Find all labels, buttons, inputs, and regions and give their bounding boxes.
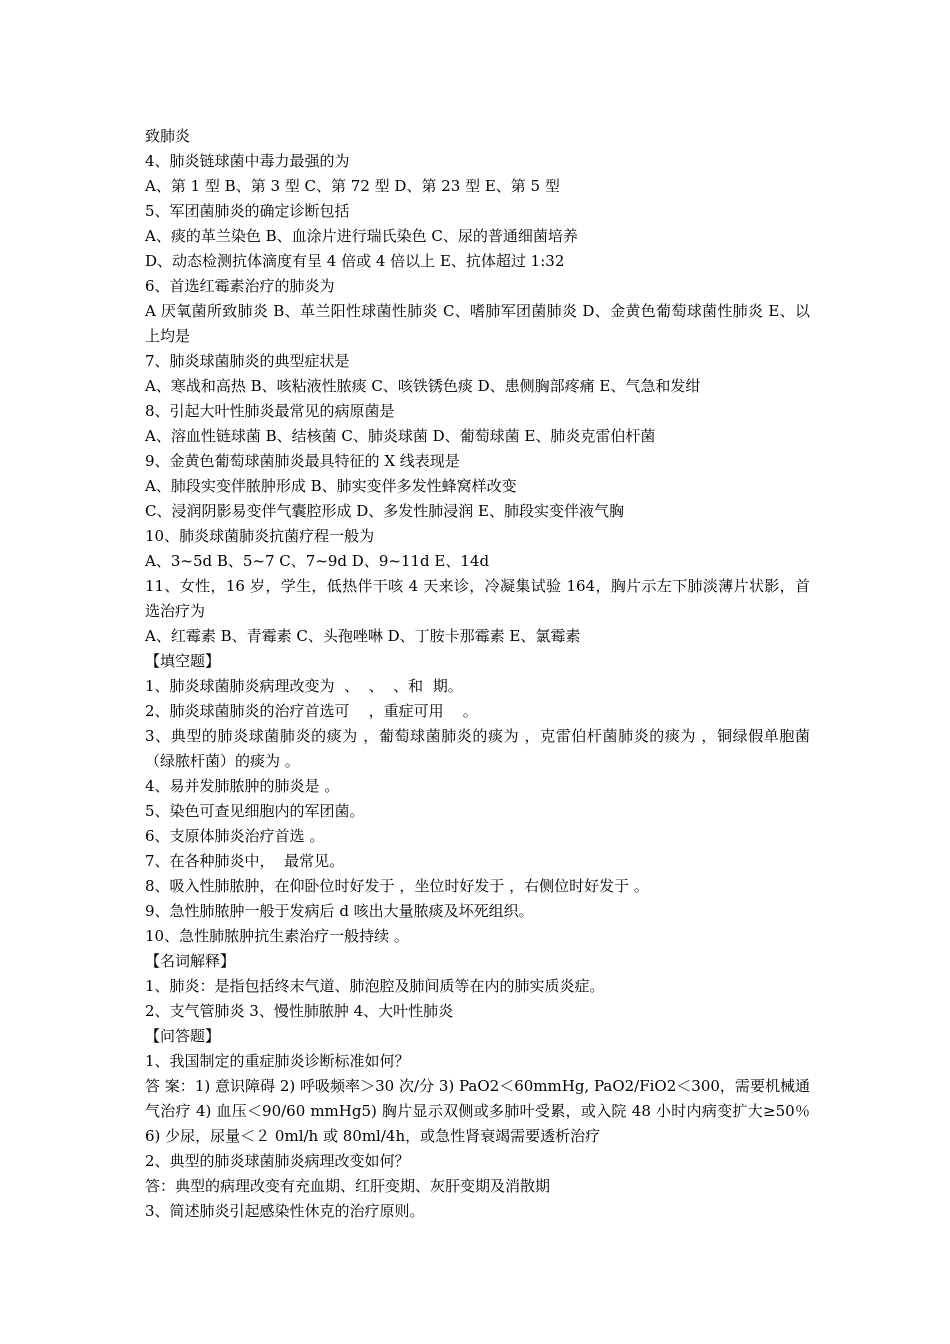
question-10: 10、肺炎球菌肺炎抗菌疗程一般为 (145, 527, 375, 545)
question-8: 8、引起大叶性肺炎最常见的病原菌是 (145, 402, 395, 420)
qa-answer-1: 答 案：1) 意识障碍 2) 呼吸频率＞30 次/分 3) PaO2＜60mmHg, PaO2/FiO2＜300，需要机械通气治疗 4) 血压＜90/60 mmHg5) 胸片显示双侧或多肺叶受累，或入院 48 小时内病变扩大≥50％6) 少尿，尿量＜２ 0ml/h 或 80ml/4h，或急性肾衰竭需要透析治疗 (145, 1077, 810, 1145)
options-9b: C、浸润阴影易变伴气囊腔形成 D、多发性肺浸润 E、肺段实变伴液气胸 (145, 502, 624, 520)
options-5a: A、痰的革兰染色 B、血涂片进行瑞氏染色 C、尿的普通细菌培养 (145, 227, 578, 245)
options-8: A、溶血性链球菌 B、结核菌 C、肺炎球菌 D、葡萄球菌 E、肺炎克雷伯杆菌 (145, 427, 656, 445)
term-1: 1、肺炎：是指包括终末气道、肺泡腔及肺间质等在内的肺实质炎症。 (145, 977, 605, 995)
fill-blank-10: 10、急性肺脓肿抗生素治疗一般持续 。 (145, 927, 409, 945)
fill-blank-4: 4、易并发肺脓肿的肺炎是 。 (145, 777, 340, 795)
options-5b: D、动态检测抗体滴度有呈 4 倍或 4 倍以上 E、抗体超过 1:32 (145, 252, 565, 270)
options-7: A、寒战和高热 B、咳粘液性脓痰 C、咳铁锈色痰 D、患侧胸部疼痛 E、气急和发绀 (145, 377, 701, 395)
qa-question-2: 2、典型的肺炎球菌肺炎病理改变如何？ (145, 1152, 410, 1170)
question-11: 11、女性，16 岁，学生，低热伴干咳 4 天来诊，冷凝集试验 164，胸片示左下肺淡薄片状影，首选治疗为 (145, 577, 810, 620)
qa-answer-2: 答：典型的病理改变有充血期、红肝变期、灰肝变期及消散期 (145, 1177, 551, 1195)
fill-blank-8: 8、吸入性肺脓肿，在仰卧位时好发于 ，坐位时好发于 ，右侧位时好发于 。 (145, 877, 649, 895)
options-9a: A、肺段实变伴脓肿形成 B、肺实变伴多发性蜂窝样改变 (145, 477, 517, 495)
fill-blank-6: 6、支原体肺炎治疗首选 。 (145, 827, 325, 845)
question-7: 7、肺炎球菌肺炎的典型症状是 (145, 352, 350, 370)
fill-blank-5: 5、染色可查见细胞内的军团菌。 (145, 802, 365, 820)
terms-2-4: 2、支气管肺炎 3、慢性肺脓肿 4、大叶性肺炎 (145, 1002, 454, 1020)
fill-blank-7: 7、在各种肺炎中， 最常见。 (145, 852, 345, 870)
qa-question-3: 3、简述肺炎引起感染性休克的治疗原则。 (145, 1202, 425, 1220)
fill-blank-9: 9、急性肺脓肿一般于发病后 d 咳出大量脓痰及坏死组织。 (145, 902, 534, 920)
qa-question-1: 1、我国制定的重症肺炎诊断标准如何？ (145, 1052, 410, 1070)
question-9: 9、金黄色葡萄球菌肺炎最具特征的 X 线表现是 (145, 452, 460, 470)
text-line: 致肺炎 (145, 127, 191, 145)
question-6: 6、首选红霉素治疗的肺炎为 (145, 277, 335, 295)
fill-blank-3: 3、典型的肺炎球菌肺炎的痰为 ，葡萄球菌肺炎的痰为 ，克雷伯杆菌肺炎的痰为 ，铜绿假单胞菌（绿脓杆菌）的痰为 。 (145, 727, 810, 770)
question-5: 5、军团菌肺炎的确定诊断包括 (145, 202, 350, 220)
fill-blank-1: 1、肺炎球菌肺炎病理改变为 、 、 、和 期。 (145, 677, 463, 695)
options-11: A、红霉素 B、青霉素 C、头孢唑啉 D、丁胺卡那霉素 E、氯霉素 (145, 627, 581, 645)
document-page (145, 124, 810, 1224)
options-10: A、3~5d B、5~7 C、7~9d D、9~11d E、14d (145, 552, 490, 570)
section-heading-terms: 【名词解释】 (145, 952, 236, 970)
fill-blank-2: 2、肺炎球菌肺炎的治疗首选可 ，重症可用 。 (145, 702, 478, 720)
section-heading-qa: 【问答题】 (145, 1027, 221, 1045)
section-heading-fill-blank: 【填空题】 (145, 652, 221, 670)
options-4: A、第 1 型 B、第 3 型 C、第 72 型 D、第 23 型 E、第 5 型 (145, 177, 560, 195)
question-4: 4、肺炎链球菌中毒力最强的为 (145, 152, 350, 170)
options-6: A 厌氧菌所致肺炎 B、革兰阳性球菌性肺炎 C、嗜肺军团菌肺炎 D、金黄色葡萄球菌性肺炎 E、以上均是 (145, 302, 810, 345)
